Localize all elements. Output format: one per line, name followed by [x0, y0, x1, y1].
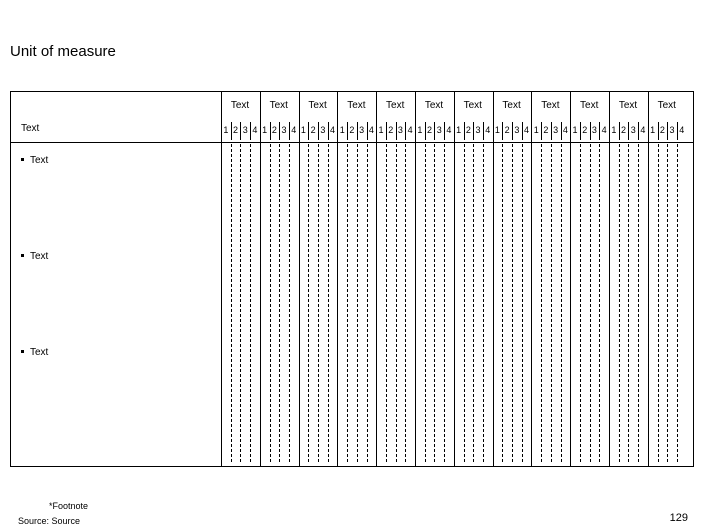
- quarter-separator: [522, 122, 523, 140]
- column-header: Text: [618, 100, 638, 111]
- quarter-gridline: [328, 144, 329, 462]
- quarter-label: 4: [368, 125, 374, 135]
- quarter-label: 2: [621, 125, 627, 135]
- quarter-label: 1: [533, 125, 539, 135]
- column-divider: [648, 92, 649, 466]
- page-number: 129: [669, 512, 688, 524]
- quarter-gridline: [289, 144, 290, 462]
- quarter-gridline: [677, 144, 678, 462]
- quarter-gridline: [580, 144, 581, 462]
- quarter-gridline: [551, 144, 552, 462]
- quarter-label: 1: [300, 125, 306, 135]
- quarter-separator: [386, 122, 387, 140]
- quarter-label: 2: [504, 125, 510, 135]
- quarter-gridline: [522, 144, 523, 462]
- quarter-separator: [512, 122, 513, 140]
- column-header: Text: [269, 100, 288, 111]
- column-divider: [493, 92, 494, 466]
- quarter-gridline: [464, 144, 465, 462]
- quarter-label: 2: [427, 125, 433, 135]
- quarter-gridline: [357, 144, 358, 462]
- quarter-label: 3: [514, 125, 520, 135]
- quarter-gridline: [250, 144, 251, 462]
- quarter-label: 1: [650, 125, 656, 135]
- quarter-gridline: [667, 144, 668, 462]
- quarter-label: 3: [669, 125, 675, 135]
- quarter-label: 4: [601, 125, 607, 135]
- quarter-label: 1: [262, 125, 268, 135]
- quarter-label: 1: [494, 125, 500, 135]
- row-label-1: [21, 155, 48, 166]
- quarter-separator: [357, 122, 358, 140]
- quarter-separator: [677, 122, 678, 140]
- quarter-label: 4: [524, 125, 530, 135]
- column-divider: [299, 92, 300, 466]
- quarter-gridline: [396, 144, 397, 462]
- column-divider: [221, 92, 222, 466]
- quarter-label: 3: [591, 125, 597, 135]
- quarter-separator: [396, 122, 397, 140]
- quarter-label: 2: [310, 125, 316, 135]
- quarter-label: 2: [233, 125, 239, 135]
- quarter-gridline: [541, 144, 542, 462]
- column-divider: [260, 92, 261, 466]
- bullet-icon: [21, 158, 24, 161]
- quarter-label: 3: [553, 125, 559, 135]
- quarter-label: 1: [611, 125, 617, 135]
- column-header: Text: [386, 100, 405, 111]
- quarter-label: 1: [378, 125, 384, 135]
- quarter-label: 2: [465, 125, 471, 135]
- quarter-label: 3: [475, 125, 481, 135]
- quarter-label: 4: [562, 125, 568, 135]
- quarter-separator: [308, 122, 309, 140]
- column-divider: [337, 92, 338, 466]
- quarter-label: 4: [252, 125, 258, 135]
- quarter-gridline: [270, 144, 271, 462]
- quarter-separator: [464, 122, 465, 140]
- quarter-gridline: [590, 144, 591, 462]
- footnote: *Footnote: [49, 501, 89, 511]
- quarter-label: 2: [349, 125, 355, 135]
- quarter-label: 4: [291, 125, 297, 135]
- quarter-label: 3: [242, 125, 248, 135]
- row-text: Text: [30, 251, 49, 262]
- quarter-separator: [580, 122, 581, 140]
- quarter-label: 2: [582, 125, 588, 135]
- quarter-separator: [250, 122, 251, 140]
- quarter-label: 3: [281, 125, 287, 135]
- quarter-label: 1: [339, 125, 345, 135]
- column-divider: [454, 92, 455, 466]
- quarter-gridline: [231, 144, 232, 462]
- quarter-separator: [328, 122, 329, 140]
- quarter-separator: [347, 122, 348, 140]
- quarter-label: 4: [407, 125, 413, 135]
- quarter-separator: [590, 122, 591, 140]
- quarter-gridline: [279, 144, 280, 462]
- quarter-gridline: [347, 144, 348, 462]
- quarter-separator: [541, 122, 542, 140]
- quarter-label: 3: [320, 125, 326, 135]
- quarter-label: 4: [640, 125, 646, 135]
- row-label-3: [21, 347, 48, 358]
- column-header: Text: [308, 100, 327, 111]
- quarter-gridline: [444, 144, 445, 462]
- bullet-icon: [21, 254, 24, 257]
- quarter-separator: [667, 122, 668, 140]
- quarter-separator: [638, 122, 639, 140]
- quarter-gridline: [483, 144, 484, 462]
- quarter-gridline: [628, 144, 629, 462]
- quarter-gridline: [425, 144, 426, 462]
- column-divider: [609, 92, 610, 466]
- quarter-separator: [658, 122, 659, 140]
- quarter-label: 1: [417, 125, 423, 135]
- quarter-separator: [599, 122, 600, 140]
- quarter-label: 2: [543, 125, 549, 135]
- column-header: Text: [347, 100, 366, 111]
- quarter-label: 2: [271, 125, 277, 135]
- quarter-gridline: [308, 144, 309, 462]
- quarter-label: 4: [446, 125, 452, 135]
- header-divider: [11, 142, 693, 143]
- column-header: Text: [463, 100, 482, 111]
- quarter-label: 1: [223, 125, 229, 135]
- quarter-separator: [279, 122, 280, 140]
- quarter-separator: [473, 122, 474, 140]
- quarter-label: 3: [359, 125, 365, 135]
- row-text: Text: [30, 347, 49, 358]
- row-label-2: [21, 251, 48, 262]
- quarter-gridline: [619, 144, 620, 462]
- quarter-separator: [240, 122, 241, 140]
- column-header: Text: [424, 100, 444, 111]
- quarter-separator: [551, 122, 552, 140]
- source-note: Source: Source: [18, 516, 81, 526]
- quarter-label: 1: [572, 125, 578, 135]
- column-divider: [531, 92, 532, 466]
- quarter-separator: [425, 122, 426, 140]
- column-header: Text: [230, 100, 250, 111]
- quarter-separator: [270, 122, 271, 140]
- quarter-label: 3: [630, 125, 636, 135]
- quarter-gridline: [318, 144, 319, 462]
- quarter-separator: [318, 122, 319, 140]
- quarter-separator: [444, 122, 445, 140]
- quarter-separator: [502, 122, 503, 140]
- quarter-gridline: [386, 144, 387, 462]
- quarter-label: 2: [659, 125, 665, 135]
- quarter-label: 1: [456, 125, 462, 135]
- quarter-gridline: [434, 144, 435, 462]
- quarter-separator: [434, 122, 435, 140]
- quarter-gridline: [638, 144, 639, 462]
- quarter-gridline: [512, 144, 513, 462]
- quarter-label: 3: [397, 125, 403, 135]
- column-divider: [570, 92, 571, 466]
- quarter-separator: [405, 122, 406, 140]
- quarter-separator: [561, 122, 562, 140]
- quarter-separator: [619, 122, 620, 140]
- quarter-gridline: [405, 144, 406, 462]
- quarter-label: 4: [485, 125, 491, 135]
- quarter-gridline: [658, 144, 659, 462]
- header-row-label: Text: [21, 123, 40, 134]
- bullet-icon: [21, 350, 24, 353]
- column-header: Text: [580, 100, 599, 111]
- quarter-label: 4: [330, 125, 336, 135]
- gantt-table: [10, 91, 694, 467]
- column-divider: [376, 92, 377, 466]
- quarter-separator: [628, 122, 629, 140]
- column-header: Text: [657, 100, 676, 111]
- quarter-label: 3: [436, 125, 442, 135]
- quarter-label: 2: [388, 125, 394, 135]
- row-text: Text: [30, 155, 49, 166]
- quarter-gridline: [599, 144, 600, 462]
- quarter-gridline: [561, 144, 562, 462]
- quarter-gridline: [473, 144, 474, 462]
- quarter-separator: [231, 122, 232, 140]
- quarter-label: 4: [679, 125, 685, 135]
- column-header: Text: [541, 100, 560, 111]
- column-divider: [415, 92, 416, 466]
- quarter-gridline: [240, 144, 241, 462]
- quarter-separator: [289, 122, 290, 140]
- column-header: Text: [502, 100, 521, 111]
- quarter-separator: [367, 122, 368, 140]
- page-title: Unit of measure: [10, 43, 116, 60]
- quarter-separator: [483, 122, 484, 140]
- quarter-gridline: [502, 144, 503, 462]
- quarter-gridline: [367, 144, 368, 462]
